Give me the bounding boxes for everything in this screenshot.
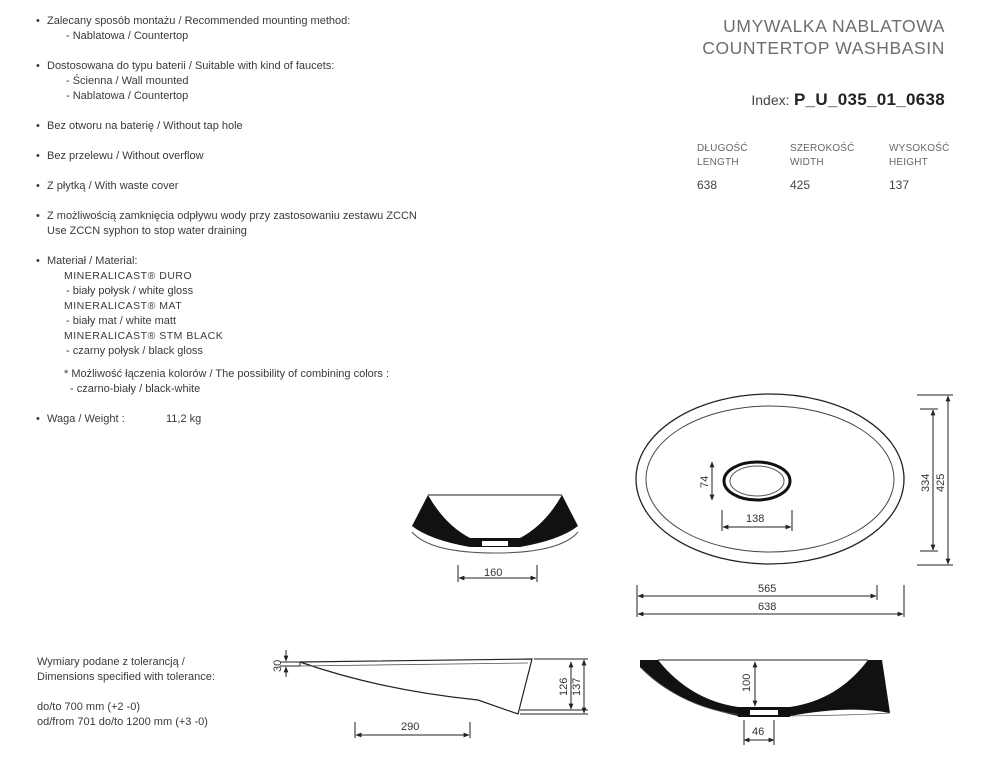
combine-note-text: * Możliwość łączenia kolorów / The possibility of combining colors : xyxy=(64,368,390,380)
tolerance-line-1: Wymiary podane z tolerancją / xyxy=(37,656,185,668)
material-label: • Materiał / Material: xyxy=(47,255,138,267)
zccn-line-1: • Z możliwością zamknięcia odpływu wody przy zastosowaniu zestawu ZCCN xyxy=(47,210,417,222)
top-drain-width-label: 138 xyxy=(746,513,765,525)
top-view-drawing xyxy=(636,394,953,617)
material-1-finish: - biały połysk / white gloss xyxy=(66,285,194,297)
side-offset-label: 290 xyxy=(401,721,420,733)
weight-label: Waga / Weight : xyxy=(47,413,125,425)
combine-value: - czarno-biały / black-white xyxy=(70,383,201,395)
tolerance-line-3: do/to 700 mm (+2 -0) xyxy=(37,701,141,713)
top-outer-width-label: 638 xyxy=(758,601,777,613)
tolerance-line-4: od/from 701 do/to 1200 mm (+3 -0) xyxy=(37,716,208,728)
spec-waste-cover: • Z płytką / With waste cover xyxy=(36,179,476,194)
index-label: Index: xyxy=(751,92,790,108)
side-height-label: 137 xyxy=(571,677,583,696)
tolerance-line-2: Dimensions specified with tolerance: xyxy=(37,671,215,683)
front-view-drawing xyxy=(412,495,578,582)
dim-height-pl: WYSOKOŚĆ xyxy=(889,143,950,154)
title-pl: UMYWALKA NABLATOWA xyxy=(723,16,945,36)
material-3-finish: - czarny połysk / black gloss xyxy=(66,345,203,357)
dim-length-value: 638 xyxy=(697,178,718,192)
zccn-line-2: Use ZCCN syphon to stop water draining xyxy=(47,225,247,237)
material-1-name: MINERALICAST® DURO xyxy=(64,270,193,282)
top-inner-height-label: 334 xyxy=(920,473,932,492)
dim-height-value: 137 xyxy=(889,178,910,192)
dim-width-en: WIDTH xyxy=(790,157,824,168)
top-outer-height-label: 425 xyxy=(935,473,947,492)
dim-length-en: LENGTH xyxy=(697,157,739,168)
faucet-value-2: - Nablatowa / Countertop xyxy=(66,90,189,102)
spec-tap-hole: • Bez otworu na baterię / Without tap hole xyxy=(36,119,476,134)
title-en: COUNTERTOP WASHBASIN xyxy=(702,38,945,58)
top-drain-height-label: 74 xyxy=(699,475,711,488)
side-depth-label: 126 xyxy=(558,677,570,696)
front-drain-width-label: 160 xyxy=(484,567,503,579)
material-2-finish: - biały mat / white matt xyxy=(66,315,177,327)
top-inner-width-label: 565 xyxy=(758,583,777,595)
dim-length-pl: DŁUGOŚĆ xyxy=(697,143,748,154)
faucet-label: • Dostosowana do typu baterii / Suitable with kind of faucets: xyxy=(47,60,335,72)
index-value: P_U_035_01_0638 xyxy=(793,90,945,109)
dim-height-en: HEIGHT xyxy=(889,157,928,168)
side-rim-label: 30 xyxy=(272,659,284,672)
side-view-drawing xyxy=(272,650,588,738)
section-view-drawing xyxy=(640,660,890,745)
material-2-name: MINERALICAST® MAT xyxy=(64,300,183,312)
dim-width-value: 425 xyxy=(790,178,811,192)
spec-overflow: • Bez przelewu / Without overflow xyxy=(36,149,476,164)
section-drain-label: 46 xyxy=(752,726,765,738)
faucet-value-1: - Ścienna / Wall mounted xyxy=(66,75,189,87)
mounting-value: - Nablatowa / Countertop xyxy=(66,30,189,42)
section-depth-label: 100 xyxy=(741,673,753,692)
dim-width-pl: SZEROKOŚĆ xyxy=(790,143,855,154)
material-3-name: MINERALICAST® STM BLACK xyxy=(64,330,224,342)
weight-value: 11,2 kg xyxy=(166,413,202,425)
mounting-label: • Zalecany sposób montażu / Recommended mounting method: xyxy=(47,15,351,27)
